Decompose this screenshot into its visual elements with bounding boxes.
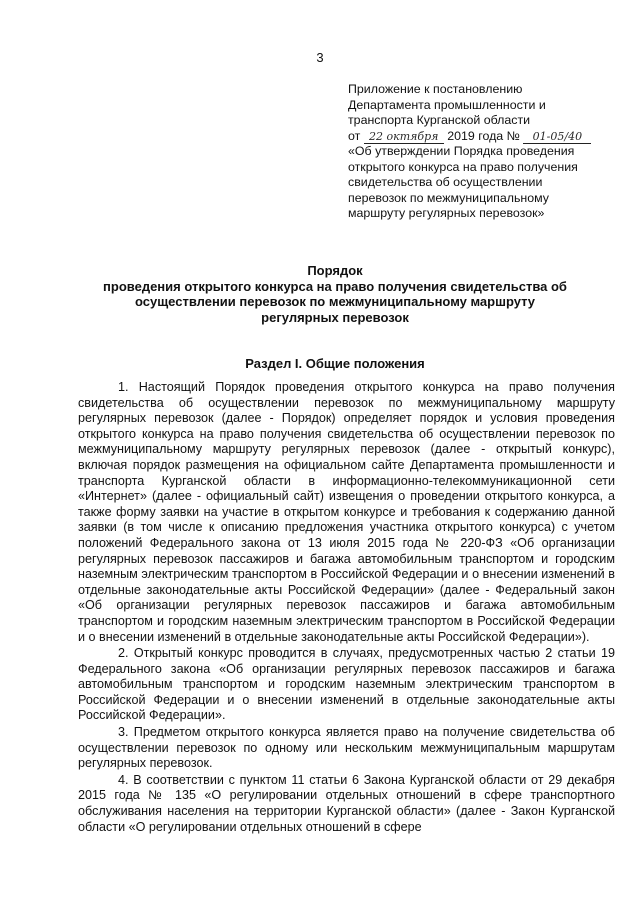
document-body xyxy=(78,380,615,835)
appendix-subject-line: свидетельства об осуществлении xyxy=(348,175,543,189)
year-text: 2019 года № xyxy=(447,128,520,143)
appendix-subject-line: «Об утверждении Порядка проведения xyxy=(348,144,575,158)
page-number: 3 xyxy=(316,50,324,65)
handwritten-date: 22 октября xyxy=(364,131,444,144)
appendix-date-line xyxy=(348,129,628,145)
appendix-line-2: Департамента промышленности и xyxy=(348,97,546,112)
paragraph: 4. В соответствии с пунктом 11 статьи 6 Закона Курганской области от 29 декабря 2015 года № 135 «О регулировании отдельных отношений в сфере транспортного обслуживания населения на территории Курганской области» (далее - Закон Курганской области «О регулировании отдельных отношений в сфере xyxy=(78,772,615,834)
title-line: регулярных перевозок xyxy=(261,309,409,325)
section-title: Раздел I. Общие положения xyxy=(245,356,425,371)
appendix-line-3: транспорта Курганской области xyxy=(348,113,531,127)
date-prefix: от xyxy=(348,128,361,143)
paragraph: 1. Настоящий Порядок проведения открытого конкурса на право получения свидетельства об осуществлении перевозок по межмуниципальному маршруту регулярных перевозок (далее - Порядок) определяет порядок и условия проведения открытого конкурса на право получения свидетельства об осуществлении перевозок по межмуниципальному маршруту регулярных перевозок (далее - открытый конкурс), включая порядок размещения на официальном сайте Департамента промышленности и транспорта Курганской области в информационно-телекоммуникационной сети «Интернет» (далее - официальный сайт) извещения о проведении открытого конкурса, а также форму заявки на участие в открытом конкурсе и требования к содержанию данной заявки (в том числе к описанию предложения участника открытого конкурса) с учетом положений Федерального закона от 13 июля 2015 года № 220-ФЗ «Об организации регулярных перевозок пассажиров и багажа автомобильным транспортом и городским наземным электрическим транспортом в Российской Федерации и о внесении изменений в отдельные законодательные акты Российской Федерации» (далее - Федеральный закон «Об организации регулярных перевозок пассажиров и багажа автомобильным транспортом и городским наземным электрическим транспортом в Российской Федерации и о внесении изменений в отдельные законодательные акты Российской Федерации»). xyxy=(78,380,615,644)
appendix-subject-line: перевозок по межмуниципальному xyxy=(348,190,549,205)
paragraph: 2. Открытый конкурс проводится в случаях, предусмотренных частью 2 статьи 19 Федерального закона «Об организации регулярных перевозок пассажиров и багажа автомобильным транспортом и городским наземным электрическим транспортом в Российской Федерации и о внесении изменений в отдельные законодательные акты Российской Федерации». xyxy=(78,646,615,723)
appendix-header xyxy=(348,82,628,222)
title-line: осуществлении перевозок по межмуниципальному маршруту xyxy=(134,294,536,309)
paragraph: 3. Предметом открытого конкурса является право на получение свидетельства об осуществлении перевозок по одному или нескольким межмуниципальным маршрутам регулярных перевозок. xyxy=(78,725,615,771)
appendix-subject-line: маршруту регулярных перевозок» xyxy=(348,206,545,220)
appendix-subject-line: открытого конкурса на право получения xyxy=(348,159,578,174)
document-title xyxy=(60,263,610,325)
title-line: проведения открытого конкурса на право получения свидетельства об xyxy=(103,278,567,294)
handwritten-number: 01-05/40 xyxy=(523,131,591,144)
title-heading: Порядок xyxy=(307,263,363,278)
appendix-line-1: Приложение к постановлению xyxy=(348,82,523,96)
